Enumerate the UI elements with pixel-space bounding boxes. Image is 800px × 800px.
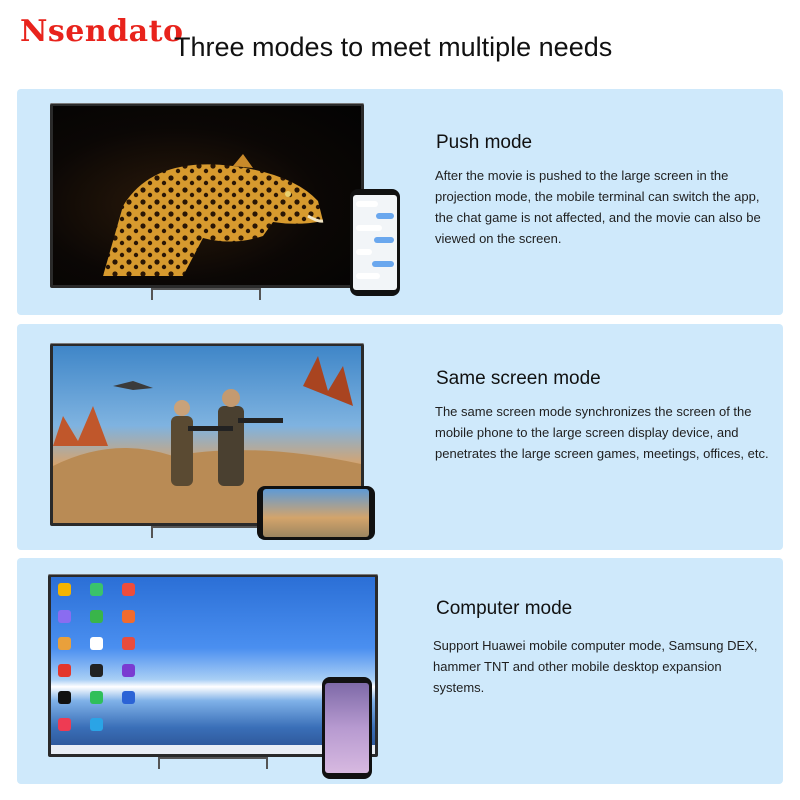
mode-card-push bbox=[17, 89, 783, 315]
brand-logo: Nsendato bbox=[20, 14, 184, 49]
mode-card-same-screen bbox=[17, 324, 783, 550]
mode-card-computer bbox=[17, 558, 783, 784]
mode-description: Support Huawei mobile computer mode, Samsung DEX, hammer TNT and other mobile desktop expansion systems. bbox=[433, 638, 758, 695]
leopard-image bbox=[53, 106, 361, 285]
tv-illustration bbox=[50, 103, 364, 303]
page-title: Three modes to meet multiple needs bbox=[174, 32, 613, 62]
mode-description: The same screen mode synchronizes the screen of the mobile phone to the large screen display device, and penetrates the large screen games, meetings, offices, etc. bbox=[435, 404, 769, 461]
phone-illustration bbox=[322, 677, 372, 779]
mode-title: Push mode bbox=[436, 132, 533, 153]
leopard-icon bbox=[83, 126, 333, 276]
mode-title: Same screen mode bbox=[436, 368, 601, 389]
mode-title: Computer mode bbox=[436, 598, 573, 619]
mode-description: After the movie is pushed to the large screen in the projection mode, the mobile terminal can switch the app, the chat game is not affected, and the movie can also be viewed on the screen. bbox=[435, 168, 761, 246]
phone-illustration bbox=[257, 486, 375, 540]
phone-illustration bbox=[350, 189, 400, 296]
